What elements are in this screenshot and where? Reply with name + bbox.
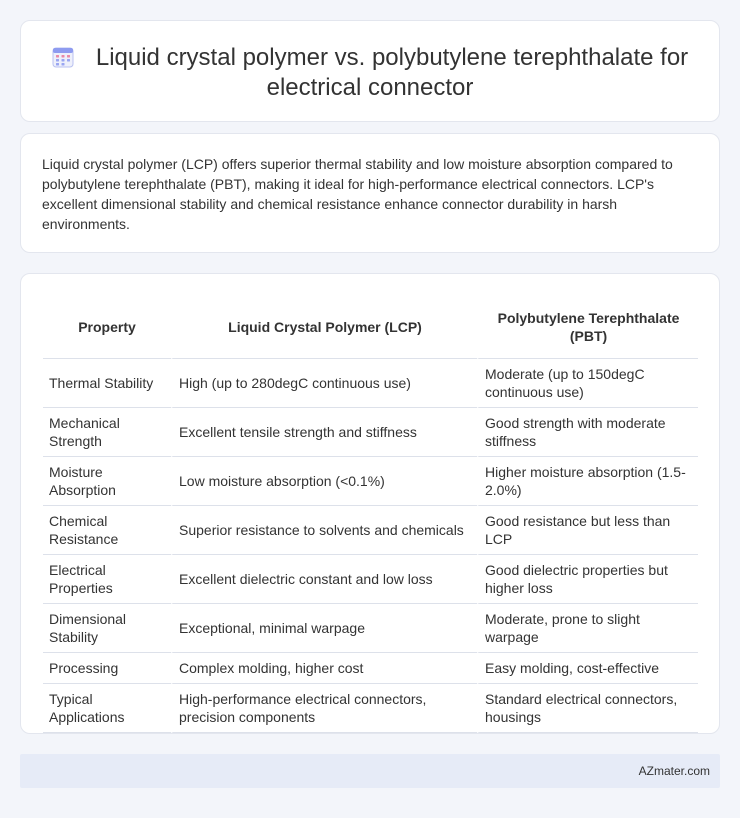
lcp-cell: High (up to 280degC continuous use) xyxy=(171,359,477,408)
table-row xyxy=(43,653,698,684)
footer-brand[interactable]: AZmater.com xyxy=(638,764,710,778)
property-cell: Chemical Resistance xyxy=(43,506,171,555)
header-lcp: Liquid Crystal Polymer (LCP) xyxy=(171,296,477,359)
header-pbt: Polybutylene Terephthalate (PBT) xyxy=(477,296,698,359)
pbt-cell: Good strength with moderate stiffness xyxy=(477,408,698,457)
table-row xyxy=(43,457,698,506)
comparison-card xyxy=(20,273,720,734)
pbt-cell: Moderate, prone to slight warpage xyxy=(477,604,698,653)
header-property: Property xyxy=(43,296,171,359)
lcp-cell: High-performance electrical connectors, precision components xyxy=(171,684,477,733)
property-cell: Thermal Stability xyxy=(43,359,171,408)
pbt-cell: Higher moisture absorption (1.5-2.0%) xyxy=(477,457,698,506)
lcp-cell: Complex molding, higher cost xyxy=(171,653,477,684)
property-cell: Electrical Properties xyxy=(43,555,171,604)
property-cell: Typical Applications xyxy=(43,684,171,733)
pbt-cell: Good resistance but less than LCP xyxy=(477,506,698,555)
comparison-table xyxy=(43,296,698,733)
table-row xyxy=(43,684,698,733)
pbt-cell: Standard electrical connectors, housings xyxy=(477,684,698,733)
table-row xyxy=(43,506,698,555)
intro-paragraph: Liquid crystal polymer (LCP) offers superior thermal stability and low moisture absorption compared to polybutylene terephthalate (PBT), making it ideal for high-performance electrical connectors. LCP's excellent dimensional stability and chemical resistance enhance connector durability in harsh environments. xyxy=(42,156,673,232)
pbt-cell: Easy molding, cost-effective xyxy=(477,653,698,684)
lcp-cell: Low moisture absorption (<0.1%) xyxy=(171,457,477,506)
table-row xyxy=(43,555,698,604)
table-row xyxy=(43,604,698,653)
property-cell: Moisture Absorption xyxy=(43,457,171,506)
pbt-cell: Moderate (up to 150degC continuous use) xyxy=(477,359,698,408)
page-title xyxy=(21,43,719,103)
lcp-cell: Exceptional, minimal warpage xyxy=(171,604,477,653)
title-text: Liquid crystal polymer vs. polybutylene terephthalate for electrical connector xyxy=(95,44,689,101)
lcp-cell: Excellent tensile strength and stiffness xyxy=(171,408,477,457)
table-row xyxy=(43,359,698,408)
table-row xyxy=(43,408,698,457)
lcp-cell: Excellent dielectric constant and low loss xyxy=(171,555,477,604)
property-cell: Processing xyxy=(43,653,171,684)
pbt-cell: Good dielectric properties but higher loss xyxy=(477,555,698,604)
title-card xyxy=(20,20,720,122)
property-cell: Mechanical Strength xyxy=(43,408,171,457)
intro-card xyxy=(20,133,720,253)
calendar-icon xyxy=(52,46,74,68)
property-cell: Dimensional Stability xyxy=(43,604,171,653)
lcp-cell: Superior resistance to solvents and chemicals xyxy=(171,506,477,555)
table-header-row xyxy=(43,296,698,359)
footer-bar xyxy=(20,754,720,788)
